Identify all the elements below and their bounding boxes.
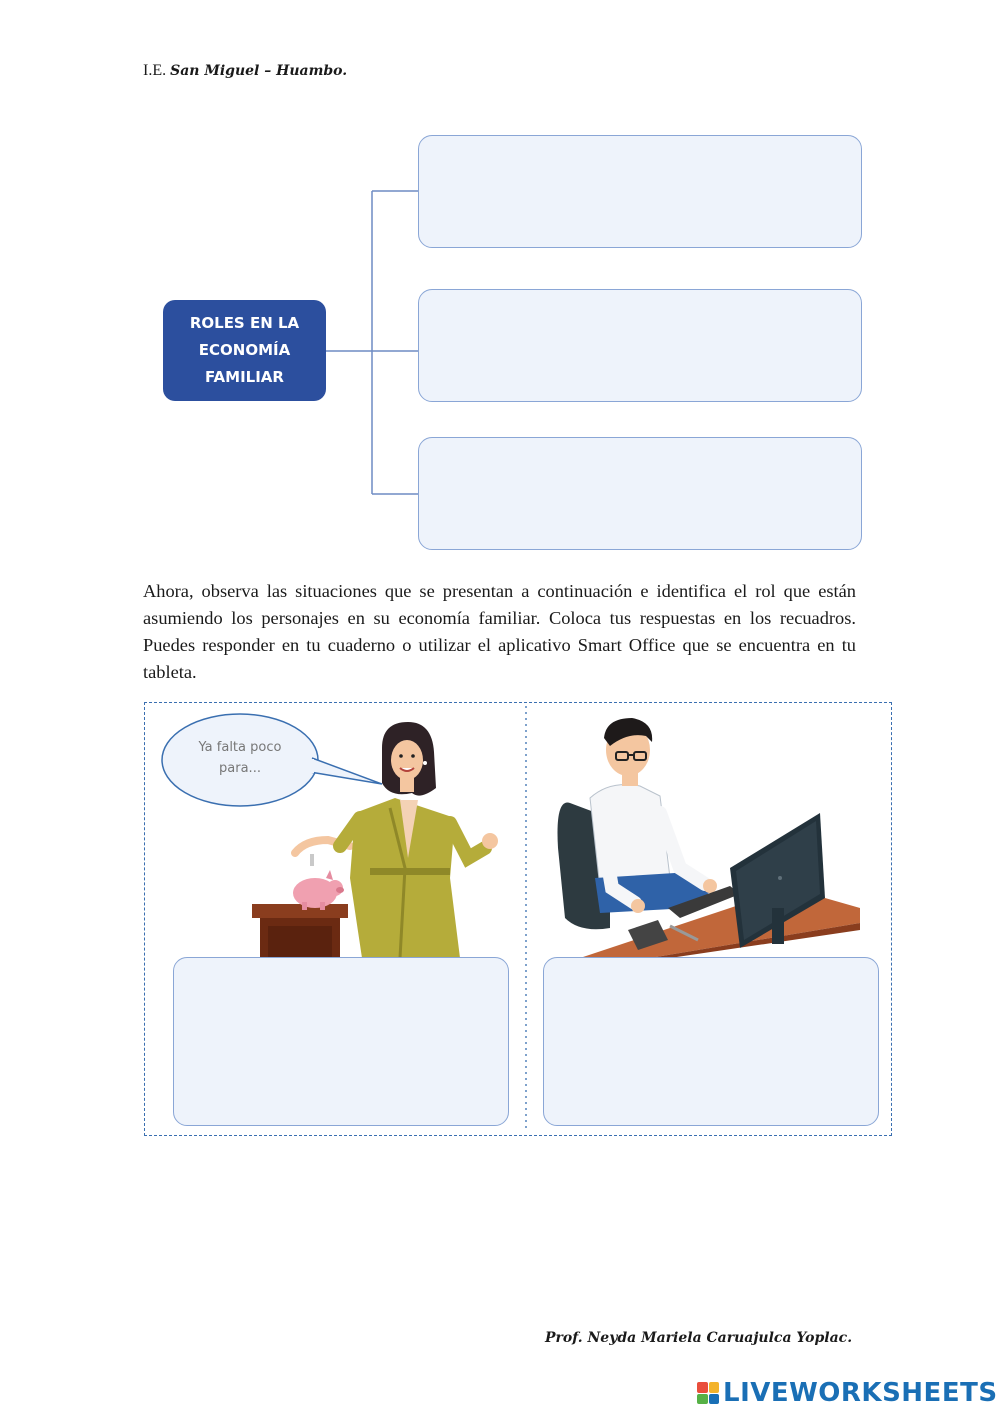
- roles-line-1: ROLES EN LA: [189, 314, 300, 332]
- liveworksheets-brand[interactable]: [697, 1378, 998, 1408]
- roles-line-2: ECONOMÍA: [198, 341, 291, 359]
- scene-answer-box-left[interactable]: [173, 957, 509, 1126]
- speech-line-1: Ya falta poco: [198, 740, 282, 755]
- instructions-paragraph: Ahora, observa las situaciones que se presentan a continuación e identifica el rol que están asumiendo los personajes en su economía familiar. Coloca tus respuestas en los recuadros. Puedes responder en tu cuaderno o utilizar el aplicativo Smart Office que se encuentra en tu tableta.: [143, 581, 856, 682]
- speech-line-2: para...: [219, 761, 261, 776]
- speech-bubble-text: [170, 737, 310, 779]
- school-name: San Miguel – Huambo.: [170, 63, 348, 79]
- author-footer: Prof. Neyda Mariela Caruajulca Yoplac.: [545, 1330, 853, 1346]
- man-computer-illustration: [540, 708, 885, 958]
- liveworksheets-logo-icon: [697, 1382, 719, 1404]
- roles-line-3: FAMILIAR: [205, 368, 284, 386]
- brand-name: LIVEWORKSHEETS: [723, 1378, 998, 1408]
- header-prefix: I.E.: [143, 62, 167, 79]
- scene-answer-box-right[interactable]: [543, 957, 879, 1126]
